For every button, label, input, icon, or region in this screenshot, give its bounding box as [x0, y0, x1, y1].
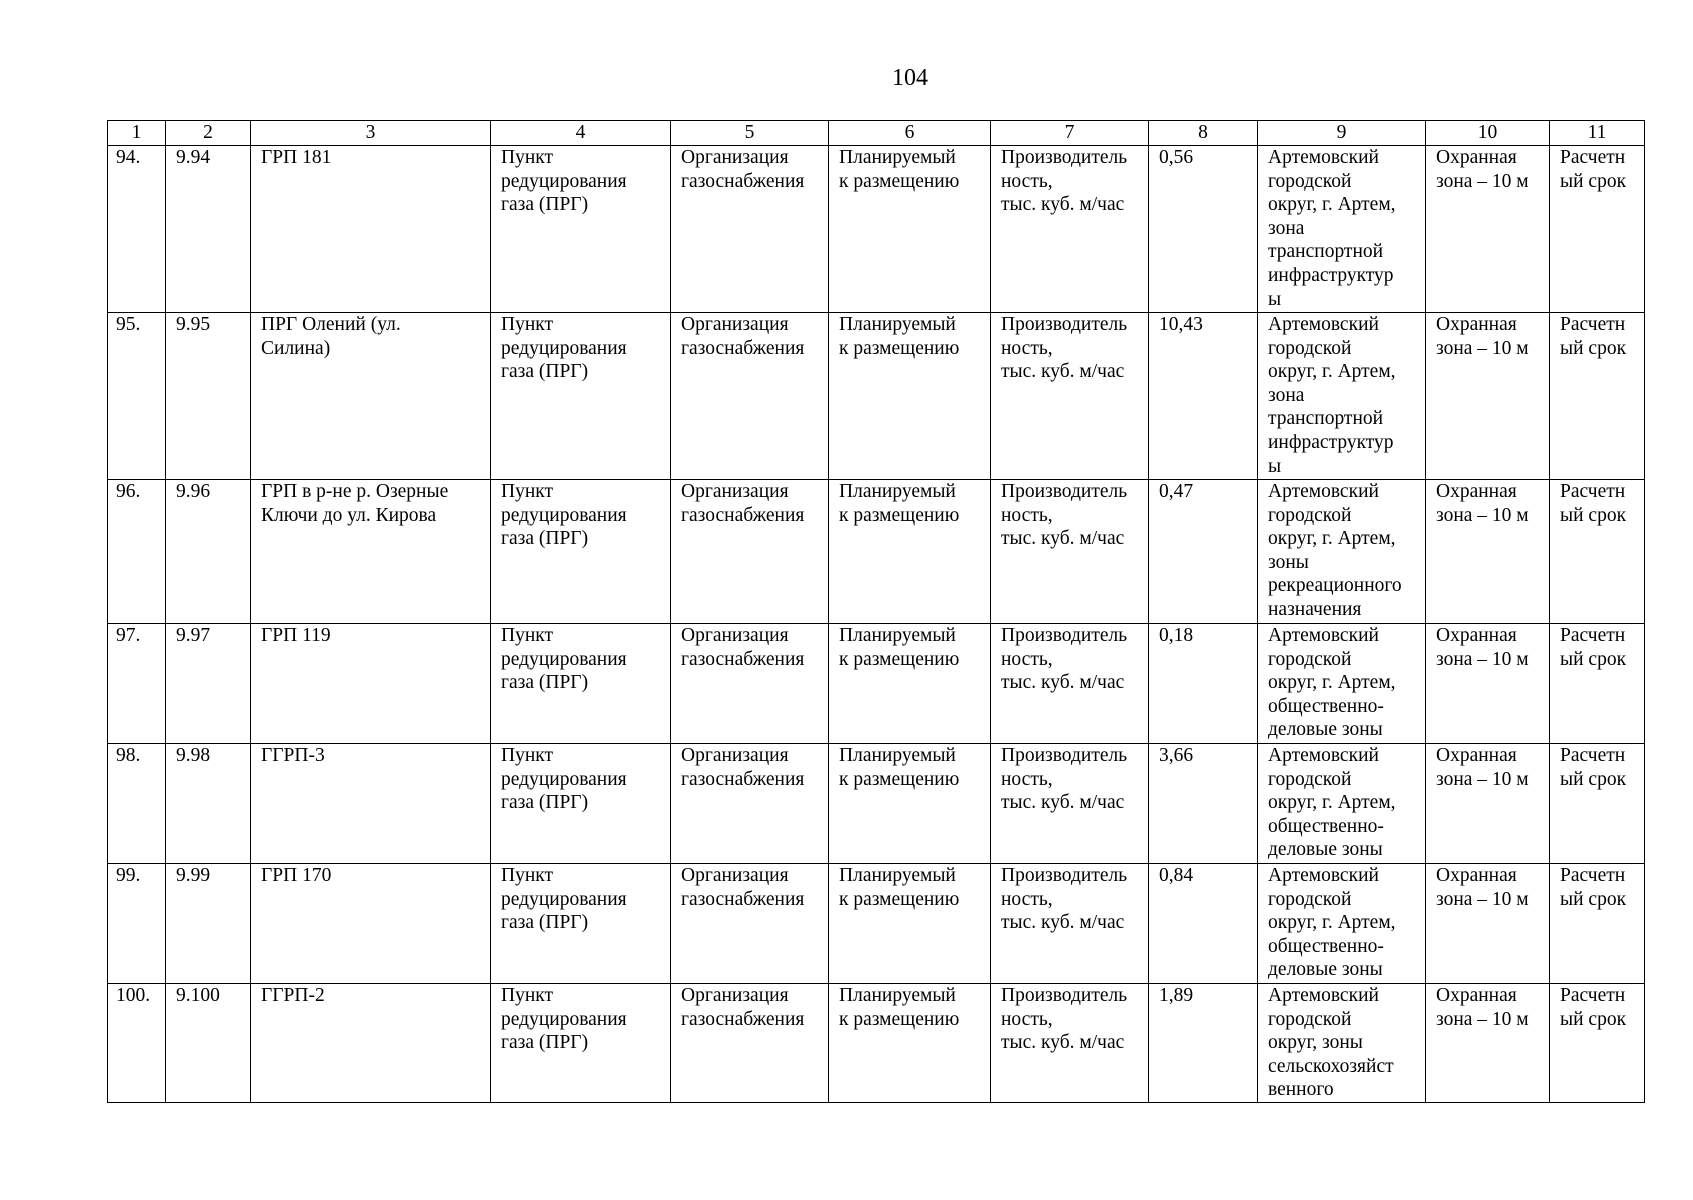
cell-location: Артемовский городской округ, г. Артем, общественно- деловые зоны — [1258, 624, 1426, 744]
cell-code: 9.99 — [166, 864, 251, 984]
cell-location: Артемовский городской округ, г. Артем, общественно- деловые зоны — [1258, 744, 1426, 864]
header-row — [108, 121, 1645, 146]
cell-term: Расчетн ый срок — [1550, 313, 1645, 480]
cell-zone: Охранная зона – 10 м — [1426, 744, 1550, 864]
cell-purpose: Организация газоснабжения — [671, 146, 829, 313]
table-row — [108, 984, 1645, 1103]
cell-number: 94. — [108, 146, 166, 313]
cell-location: Артемовский городской округ, г. Артем, зона транспортной инфраструктур ы — [1258, 313, 1426, 480]
cell-code: 9.96 — [166, 480, 251, 624]
cell-code: 9.94 — [166, 146, 251, 313]
data-table — [107, 120, 1645, 1103]
cell-purpose: Организация газоснабжения — [671, 744, 829, 864]
cell-term: Расчетн ый срок — [1550, 744, 1645, 864]
cell-value: 0,18 — [1149, 624, 1258, 744]
cell-number: 96. — [108, 480, 166, 624]
cell-term: Расчетн ый срок — [1550, 480, 1645, 624]
cell-object-name: ПРГ Олений (ул. Силина) — [251, 313, 491, 480]
column-header: 10 — [1426, 121, 1550, 146]
table-row — [108, 146, 1645, 313]
table-row — [108, 624, 1645, 744]
cell-parameter: Производитель ность, тыс. куб. м/час — [991, 480, 1149, 624]
column-header: 8 — [1149, 121, 1258, 146]
cell-object-type: Пункт редуцирования газа (ПРГ) — [491, 864, 671, 984]
column-header: 6 — [829, 121, 991, 146]
cell-status: Планируемый к размещению — [829, 146, 991, 313]
cell-zone: Охранная зона – 10 м — [1426, 864, 1550, 984]
cell-parameter: Производитель ность, тыс. куб. м/час — [991, 624, 1149, 744]
cell-value: 0,56 — [1149, 146, 1258, 313]
cell-status: Планируемый к размещению — [829, 313, 991, 480]
cell-status: Планируемый к размещению — [829, 480, 991, 624]
cell-number: 95. — [108, 313, 166, 480]
cell-status: Планируемый к размещению — [829, 864, 991, 984]
column-header: 5 — [671, 121, 829, 146]
cell-term: Расчетн ый срок — [1550, 984, 1645, 1103]
cell-object-name: ГГРП-3 — [251, 744, 491, 864]
cell-status: Планируемый к размещению — [829, 624, 991, 744]
cell-parameter: Производитель ность, тыс. куб. м/час — [991, 146, 1149, 313]
table-row — [108, 480, 1645, 624]
cell-object-name: ГРП 119 — [251, 624, 491, 744]
column-header: 1 — [108, 121, 166, 146]
column-header: 4 — [491, 121, 671, 146]
cell-zone: Охранная зона – 10 м — [1426, 624, 1550, 744]
cell-location: Артемовский городской округ, зоны сельскохозяйст венного — [1258, 984, 1426, 1103]
cell-object-name: ГГРП-2 — [251, 984, 491, 1103]
cell-location: Артемовский городской округ, г. Артем, общественно- деловые зоны — [1258, 864, 1426, 984]
cell-code: 9.98 — [166, 744, 251, 864]
cell-zone: Охранная зона – 10 м — [1426, 146, 1550, 313]
cell-object-type: Пункт редуцирования газа (ПРГ) — [491, 984, 671, 1103]
cell-purpose: Организация газоснабжения — [671, 480, 829, 624]
cell-purpose: Организация газоснабжения — [671, 984, 829, 1103]
cell-code: 9.95 — [166, 313, 251, 480]
cell-term: Расчетн ый срок — [1550, 864, 1645, 984]
column-header: 7 — [991, 121, 1149, 146]
cell-parameter: Производитель ность, тыс. куб. м/час — [991, 984, 1149, 1103]
cell-code: 9.97 — [166, 624, 251, 744]
cell-number: 97. — [108, 624, 166, 744]
column-header: 11 — [1550, 121, 1645, 146]
cell-zone: Охранная зона – 10 м — [1426, 984, 1550, 1103]
cell-purpose: Организация газоснабжения — [671, 864, 829, 984]
cell-purpose: Организация газоснабжения — [671, 313, 829, 480]
column-header: 3 — [251, 121, 491, 146]
table-row — [108, 744, 1645, 864]
cell-object-type: Пункт редуцирования газа (ПРГ) — [491, 744, 671, 864]
table-row — [108, 864, 1645, 984]
cell-value: 10,43 — [1149, 313, 1258, 480]
cell-location: Артемовский городской округ, г. Артем, зоны рекреационного назначения — [1258, 480, 1426, 624]
cell-object-name: ГРП 181 — [251, 146, 491, 313]
cell-object-name: ГРП в р-не р. Озерные Ключи до ул. Кирова — [251, 480, 491, 624]
cell-number: 98. — [108, 744, 166, 864]
cell-location: Артемовский городской округ, г. Артем, зона транспортной инфраструктур ы — [1258, 146, 1426, 313]
cell-purpose: Организация газоснабжения — [671, 624, 829, 744]
cell-status: Планируемый к размещению — [829, 984, 991, 1103]
cell-term: Расчетн ый срок — [1550, 624, 1645, 744]
cell-object-name: ГРП 170 — [251, 864, 491, 984]
cell-object-type: Пункт редуцирования газа (ПРГ) — [491, 480, 671, 624]
column-header: 2 — [166, 121, 251, 146]
cell-object-type: Пункт редуцирования газа (ПРГ) — [491, 313, 671, 480]
cell-value: 0,47 — [1149, 480, 1258, 624]
cell-parameter: Производитель ность, тыс. куб. м/час — [991, 313, 1149, 480]
cell-number: 100. — [108, 984, 166, 1103]
cell-term: Расчетн ый срок — [1550, 146, 1645, 313]
cell-zone: Охранная зона – 10 м — [1426, 313, 1550, 480]
column-header: 9 — [1258, 121, 1426, 146]
cell-code: 9.100 — [166, 984, 251, 1103]
page-number: 104 — [892, 65, 928, 91]
cell-status: Планируемый к размещению — [829, 744, 991, 864]
cell-parameter: Производитель ность, тыс. куб. м/час — [991, 744, 1149, 864]
cell-value: 3,66 — [1149, 744, 1258, 864]
table-row — [108, 313, 1645, 480]
cell-zone: Охранная зона – 10 м — [1426, 480, 1550, 624]
cell-object-type: Пункт редуцирования газа (ПРГ) — [491, 146, 671, 313]
cell-number: 99. — [108, 864, 166, 984]
cell-value: 1,89 — [1149, 984, 1258, 1103]
cell-parameter: Производитель ность, тыс. куб. м/час — [991, 864, 1149, 984]
cell-object-type: Пункт редуцирования газа (ПРГ) — [491, 624, 671, 744]
cell-value: 0,84 — [1149, 864, 1258, 984]
